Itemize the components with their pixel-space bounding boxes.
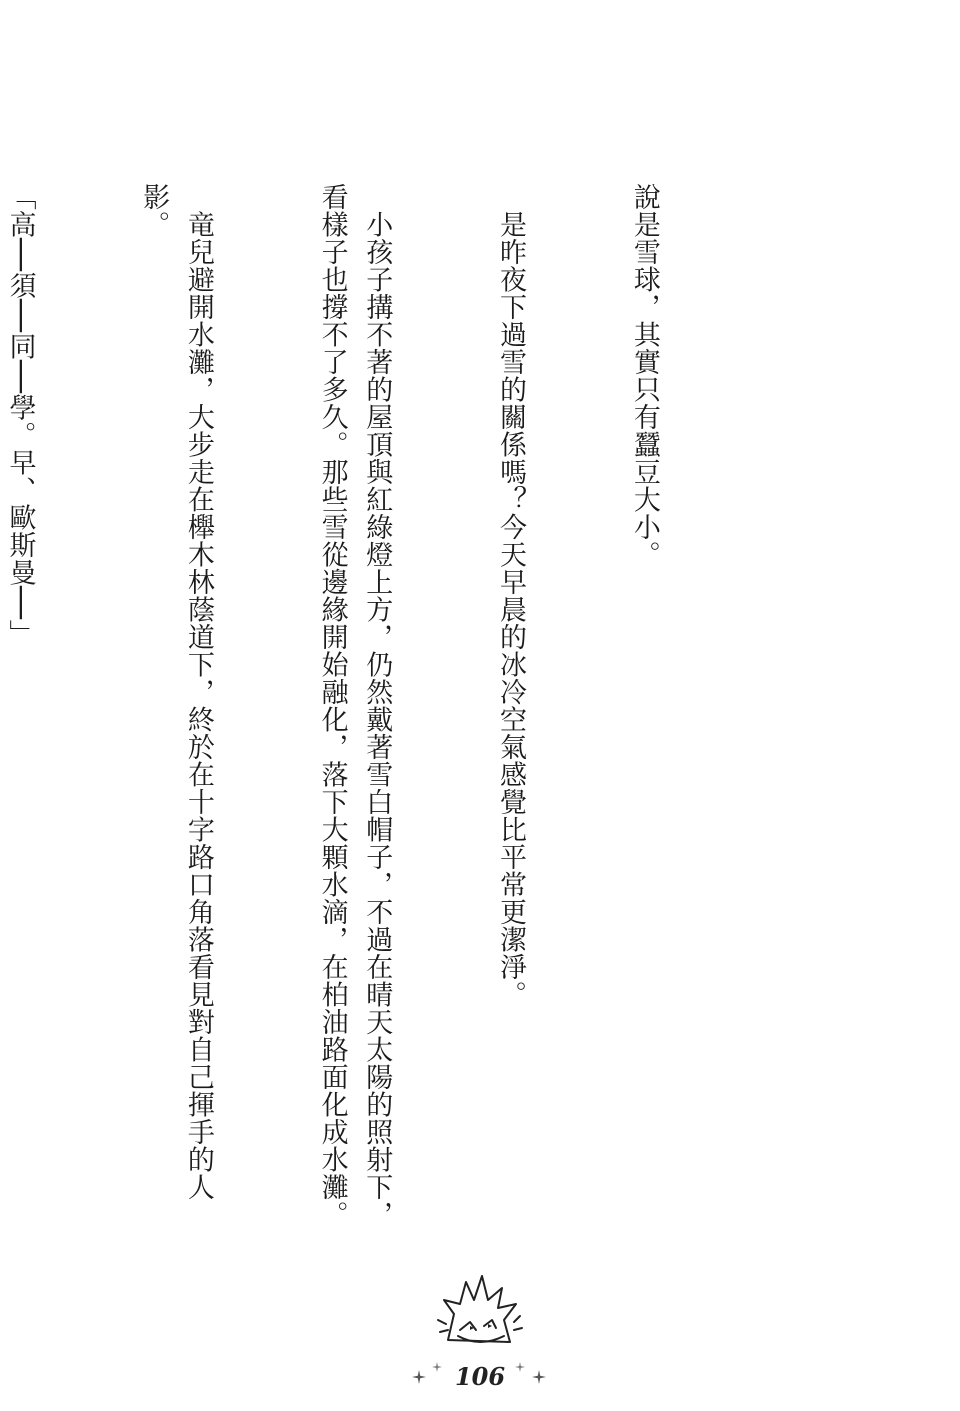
- page-footer: [0, 1270, 960, 1411]
- body-text: [0, 183, 755, 1243]
- paragraph: 「高──須──同──學。早、歐斯曼──」: [4, 183, 36, 648]
- page-number: 106: [454, 1362, 506, 1391]
- paragraph: 竜兒避開水灘，大步走在櫸木林蔭道下，終於在十字路口角落看見對自己揮手的人影。: [138, 183, 214, 1201]
- paragraph: 說是雪球，其實只有蠶豆大小。: [628, 183, 660, 568]
- paragraph: 小孩子搆不著的屋頂與紅綠燈上方，仍然戴著雪白帽子，不過在晴天太陽的照射下，看樣子也撐不了多久。那些雪從邊緣開始融化，落下大顆水滴，在柏油路面化成水灘。: [316, 183, 393, 1228]
- paragraph: 是昨夜下過雪的關係嗎？今天早晨的冰冷空氣感覺比平常更潔淨。: [495, 183, 527, 1008]
- spiky-creature-icon: [430, 1270, 530, 1352]
